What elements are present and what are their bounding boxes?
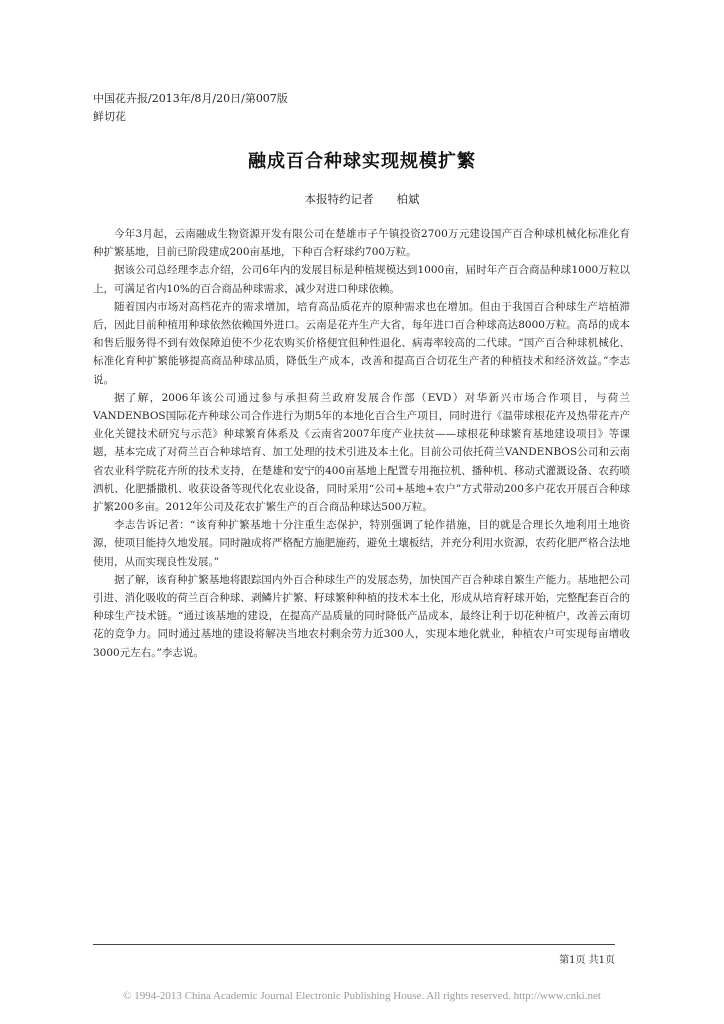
paragraph: 据该公司总经理李志介绍，公司6年内的发展目标是种植规模达到1000亩，届时年产百合商品种球1000万粒以上，可满足省内10%的百合商品种球需求，减少对进口种球依赖。 xyxy=(93,264,630,295)
source-header xyxy=(93,90,288,126)
article-title: 融成百合种球实现规模扩繁 xyxy=(248,151,476,172)
page-number: 第1页 共1页 xyxy=(559,955,615,966)
source-citation: 中国花卉报/2013年/8月/20日/第007版 xyxy=(93,92,288,105)
paragraph: 随着国内市场对高档花卉的需求增加，培育高品质花卉的原种需求也在增加。但由于我国百合种球生产培植滞后，因此目前种植用种球依然依赖国外进口。云南是花卉生产大省，每年进口百合种球高达8000万粒。高昂的成本和售后服务得不到有效保障迫使不少花农购买价格便宜但种性退化、病毒率较高的二代球。“国产百合种球机械化、标准化育种扩繁能够提高商品种球品质，降低生产成本，改善和提高百合切花生产者的种植技术和经济效益。”李志说。 xyxy=(93,300,630,386)
footer-divider xyxy=(93,944,615,945)
paragraph: 据了解，该育种扩繁基地将跟踪国内外百合种球生产的发展态势，加快国产百合种球自繁生产能力。基地把公司引进、消化吸收的荷兰百合种球、剥鳞片扩繁、籽球繁种种植的技术本土化，形成从培育籽球开始，完整配套百合的种球生产技术链。“通过该基地的建设，在提高产品质量的同时降低产品成本，最终让利于切花种植户，改善云南切花的竞争力。同时通过基地的建设将解决当地农村剩余劳力近300人，实现本地化就业，种植农户可实现每亩增收3000元左右。”李志说。 xyxy=(93,573,630,659)
article-byline: 本报特约记者 柏斌 xyxy=(304,192,420,206)
article-body xyxy=(93,225,630,662)
paragraph: 李志告诉记者：“该育种扩繁基地十分注重生态保护，特别强调了轮作措施，目的就是合理长久地利用土地资源，使项目能持久地发展。同时融成将严格配方施肥施药，避免土壤板结，并充分利用水资源，农药化肥严格合法地使用，从而实现良性发展。” xyxy=(93,519,630,568)
paragraph: 今年3月起，云南融成生物资源开发有限公司在楚雄市子午镇投资2700万元建设国产百合种球机械化标准化育种扩繁基地，目前已阶段建成200亩基地，下种百合籽球约700万粒。 xyxy=(93,228,630,259)
section-label: 鲜切花 xyxy=(93,110,126,123)
copyright-notice: © 1994-2013 China Academic Journal Electronic Publishing House. All rights reserved. http://www.cnki.net xyxy=(123,990,601,1002)
paragraph: 据了解，2006年该公司通过参与承担荷兰政府发展合作部（EVD）对华新兴市场合作项目，与荷兰VANDENBOS国际花卉种球公司合作进行为期5年的本地化百合生产项目，同时进行《温带球根花卉及热带花卉产业化关键技术研究与示范》种球繁育体系及《云南省2007年度产业扶贫——球根花种球繁育基地建设项目》等课题，基本完成了对荷兰百合种球培育、加工处理的技术引进及本土化。目前公司依托荷兰VANDENBOS公司和云南省农业科学院花卉所的技术支持，在楚雄和安宁的400亩基地上配置专用拖拉机、播种机、移动式灌溉设备、农药喷洒机、化肥播撒机、收获设备等现代化农业设备，同时采用“公司+基地+农户”方式带动200多户花农开展百合种球扩繁200多亩。2012年公司及花农扩繁生产的百合商品种球达500万粒。 xyxy=(93,391,630,514)
